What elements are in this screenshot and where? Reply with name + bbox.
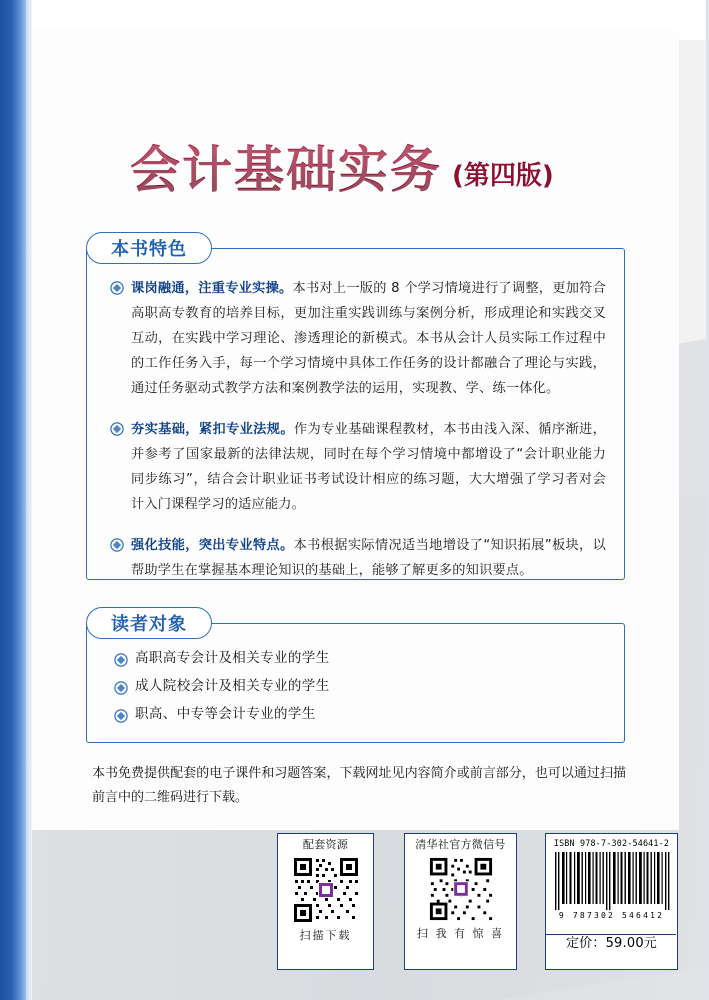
reader-panel-tag-label: 读者对象 bbox=[111, 614, 187, 635]
features-panel-tag-label: 本书特色 bbox=[111, 239, 187, 260]
diamond-bullet-icon bbox=[114, 681, 128, 695]
reader-panel-tag bbox=[86, 607, 212, 639]
features-panel-tag bbox=[86, 232, 212, 264]
list-item bbox=[110, 417, 606, 517]
features-list bbox=[110, 276, 606, 599]
reader-list bbox=[114, 648, 584, 732]
book-title: 会计基础实务 bbox=[130, 130, 442, 202]
qr-code-icon[interactable] bbox=[292, 856, 360, 924]
ean-digits: 9 787302 546412 bbox=[558, 911, 665, 920]
feature-text bbox=[131, 276, 606, 401]
price-label: 定价：59.00元 bbox=[565, 936, 658, 951]
wechat-caption: 清华社官方微信号 bbox=[415, 838, 506, 851]
reader-item-label: 成人院校会计及相关专业的学生 bbox=[135, 678, 330, 694]
isbn-barcode-block bbox=[545, 833, 678, 970]
feature-body: 本书对上一版的 8 个学习情境进行了调整，更加符合高职高专教育的培养目标，更加注重实践训练与案例分析，形成理论和实践交叉互动，在实践中学习理论、渗透理论的新模式。本书从会计人员实际工作过程中的工作任务入手，每一个学习情境中具体工作任务的设计都融合了理论与实践，通过任务驱动式教学方法和案例教学法的运用，实现教、学、练一体化。 bbox=[131, 281, 606, 396]
diamond-bullet-icon bbox=[110, 281, 124, 295]
wechat-action: 扫 我 有 惊 喜 bbox=[417, 927, 504, 940]
companion-resource-caption: 配套资源 bbox=[302, 838, 349, 851]
spine-highlight bbox=[26, 0, 32, 1000]
companion-resource-action: 扫描下载 bbox=[299, 929, 352, 942]
book-title-block bbox=[130, 130, 554, 202]
reader-item-label: 高职高专会计及相关专业的学生 bbox=[135, 650, 330, 666]
feature-body: 作为专业基础课程教材，本书由浅入深、循序渐进，并参考了国家最新的法律法规，同时在每个学习情境中都增设了“会计职业能力同步练习”，结合会计职业证书考试设计相应的练习题，大大增强了学习者对会计入门课程学习的适应能力。 bbox=[131, 422, 606, 512]
download-note: 本书免费提供配套的电子课件和习题答案，下载网址见内容简介或前言部分，也可以通过扫描前言中的二维码进行下载。 bbox=[92, 766, 626, 805]
list-item bbox=[114, 704, 584, 725]
feature-body: 本书根据实际情况适当地增设了“知识拓展”板块，以帮助学生在掌握基本理论知识的基础上，能够了解更多的知识要点。 bbox=[131, 538, 606, 578]
book-edition: (第四版) bbox=[452, 161, 554, 191]
isbn-divider bbox=[545, 934, 676, 935]
list-item bbox=[114, 648, 584, 669]
list-item bbox=[114, 676, 584, 697]
list-item bbox=[110, 276, 606, 401]
feature-text bbox=[131, 417, 606, 517]
feature-lead: 强化技能，突出专业特点。 bbox=[131, 538, 294, 553]
diamond-bullet-icon bbox=[114, 653, 128, 667]
list-item bbox=[110, 533, 606, 583]
wechat-qr-block bbox=[404, 833, 517, 970]
feature-lead: 课岗融通，注重专业实操。 bbox=[131, 281, 293, 296]
spine-bar bbox=[0, 0, 26, 1000]
barcode-icon bbox=[553, 852, 671, 910]
companion-resource-qr-block bbox=[277, 833, 374, 970]
qr-code-icon[interactable] bbox=[428, 856, 494, 922]
isbn-label: ISBN 978-7-302-54641-2 bbox=[553, 838, 670, 848]
diamond-bullet-icon bbox=[110, 538, 124, 552]
diamond-bullet-icon bbox=[110, 422, 124, 436]
feature-text bbox=[131, 533, 606, 583]
diamond-bullet-icon bbox=[114, 709, 128, 723]
reader-item-label: 职高、中专等会计专业的学生 bbox=[135, 706, 316, 722]
feature-lead: 夯实基础，紧扣专业法规。 bbox=[131, 422, 294, 437]
